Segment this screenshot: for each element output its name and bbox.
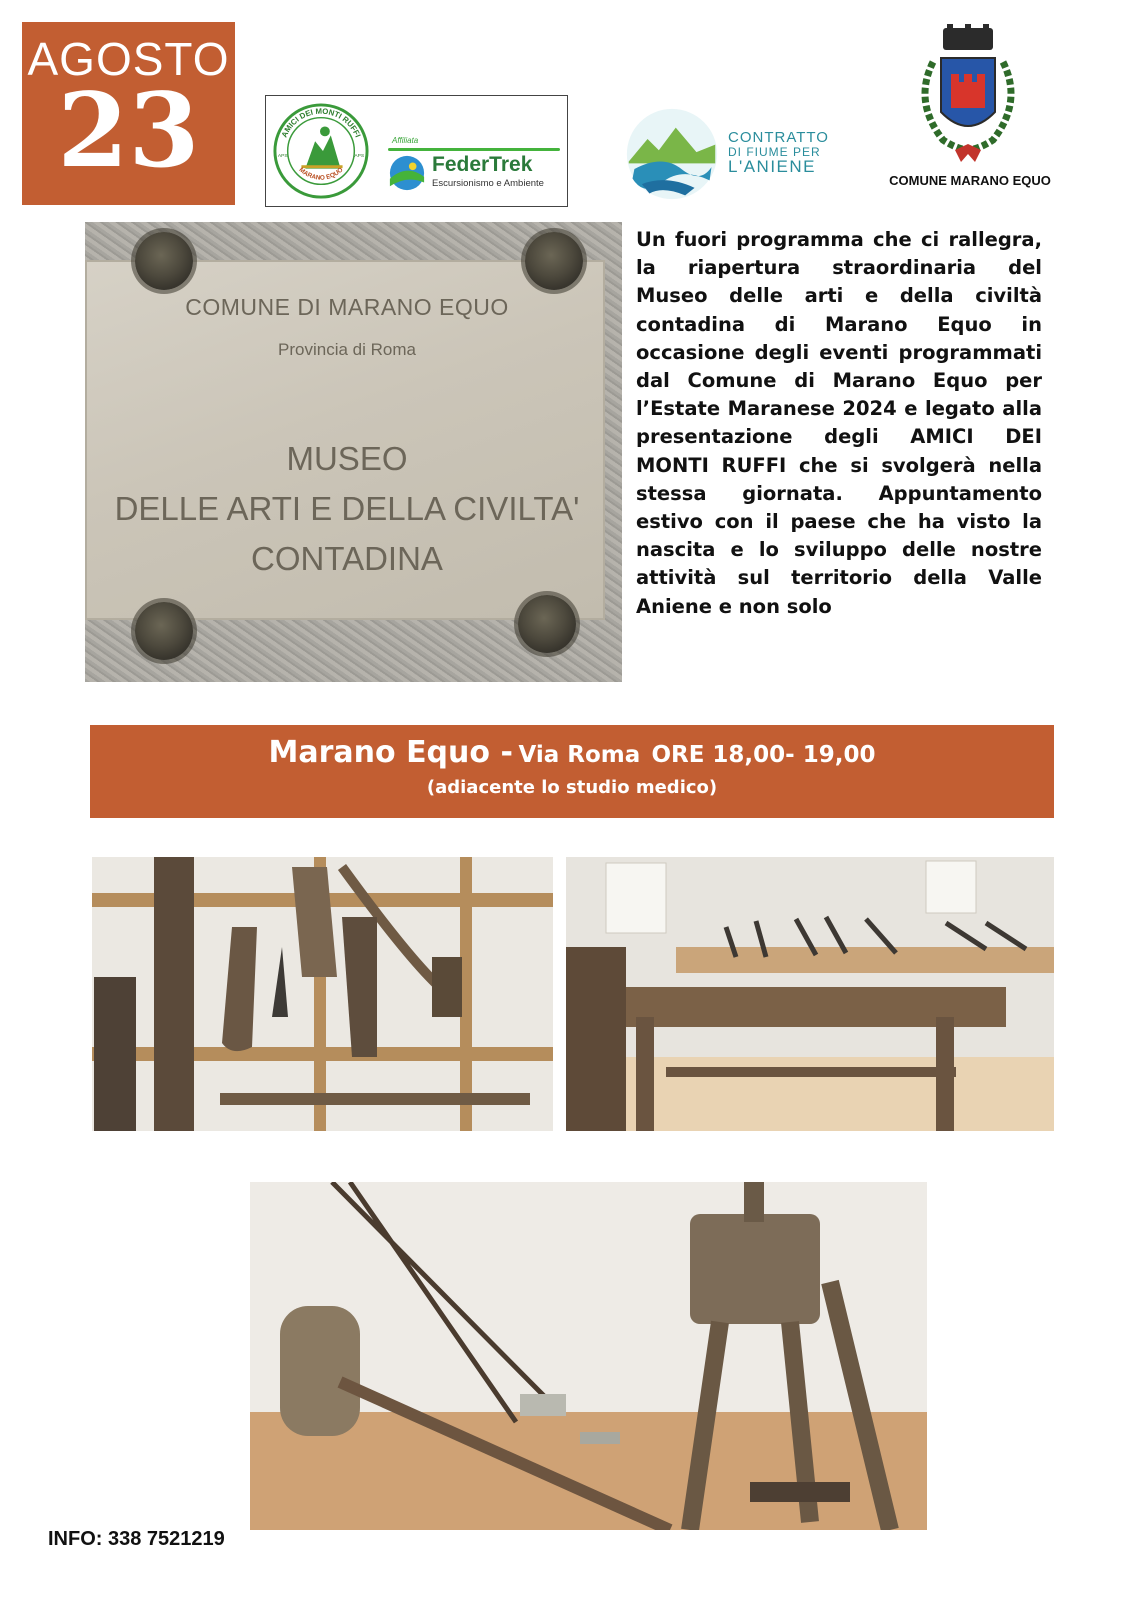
banner-main-line	[90, 735, 1054, 770]
contratto-di-fiume-text	[728, 130, 829, 176]
museum-plaque-photo	[85, 222, 622, 682]
workbench-photo	[566, 857, 1054, 1131]
contratto-di-fiume-icon	[625, 107, 719, 201]
federtrek-name: FederTrek	[432, 153, 533, 176]
plaque-comune: COMUNE DI MARANO EQUO	[185, 294, 509, 320]
amici-logo-lettering	[272, 102, 370, 200]
date-day: 23	[57, 71, 200, 191]
plaque-provincia: Provincia di Roma	[278, 340, 416, 359]
svg-text:APS: APS	[277, 153, 288, 159]
federtrek-subtitle: Escursionismo e Ambiente	[432, 178, 544, 189]
fiume-line-1: CONTRATTO	[728, 129, 829, 146]
plaque-museo: MUSEO	[286, 440, 408, 477]
banner-address: Via Roma	[518, 742, 641, 768]
press-drawing	[250, 1182, 927, 1530]
federtrek-bar	[388, 148, 560, 151]
fiume-line-3: L'ANIENE	[728, 157, 816, 177]
plaque-contadina: CONTADINA	[251, 540, 443, 577]
federtrek-icon	[388, 154, 426, 192]
fiume-line-2: DI FIUME PER	[728, 144, 821, 159]
plaque-arti: DELLE ARTI E DELLA CIVILTA'	[114, 490, 580, 527]
banner-place: Marano Equo -	[268, 735, 513, 770]
tools-wall-drawing	[92, 857, 553, 1131]
tools-wall-photo	[92, 857, 553, 1131]
banner-note: (adiacente lo studio medico)	[426, 777, 718, 798]
svg-text:APS: APS	[354, 153, 365, 159]
press-photo	[250, 1182, 927, 1530]
federtrek-logo	[384, 136, 564, 196]
info-phone: INFO: 338 7521219	[48, 1528, 225, 1550]
comune-crest-icon	[903, 22, 1033, 172]
svg-text:MARANO EQUO: MARANO EQUO	[297, 166, 345, 182]
event-banner	[90, 725, 1054, 818]
date-badge	[22, 22, 235, 205]
federtrek-affiliata: Affiliata	[392, 136, 419, 145]
association-logos	[265, 95, 568, 207]
plaque-bolt-icon	[135, 232, 193, 290]
museum-plaque	[85, 260, 605, 620]
svg-text:AMICI DEI MONTI RUFFI: AMICI DEI MONTI RUFFI	[279, 106, 363, 139]
plaque-bolt-icon	[525, 232, 583, 290]
event-description: Un fuori programma che ci rallegra, la riapertura straordinaria del Museo delle arti e della civiltà contadina di Marano Equo in occasione degli eventi programmati dal Comune di Marano Equo per l’Estate Maranese 2024 e legato alla presentazione degli AMICI DEI MONTI RUFFI che si svolgerà nella stessa giornata. Appuntamento estivo con il paese che ha visto la nascita e lo sviluppo delle nostre attività sul territorio della Valle Aniene e non solo	[636, 228, 1042, 618]
plaque-bolt-icon	[135, 602, 193, 660]
plaque-bolt-icon	[518, 595, 576, 653]
banner-time: ORE 18,00- 19,00	[651, 742, 876, 768]
date-month: AGOSTO	[27, 33, 230, 85]
comune-label: COMUNE MARANO EQUO	[889, 173, 1051, 188]
workbench-drawing	[566, 857, 1054, 1131]
